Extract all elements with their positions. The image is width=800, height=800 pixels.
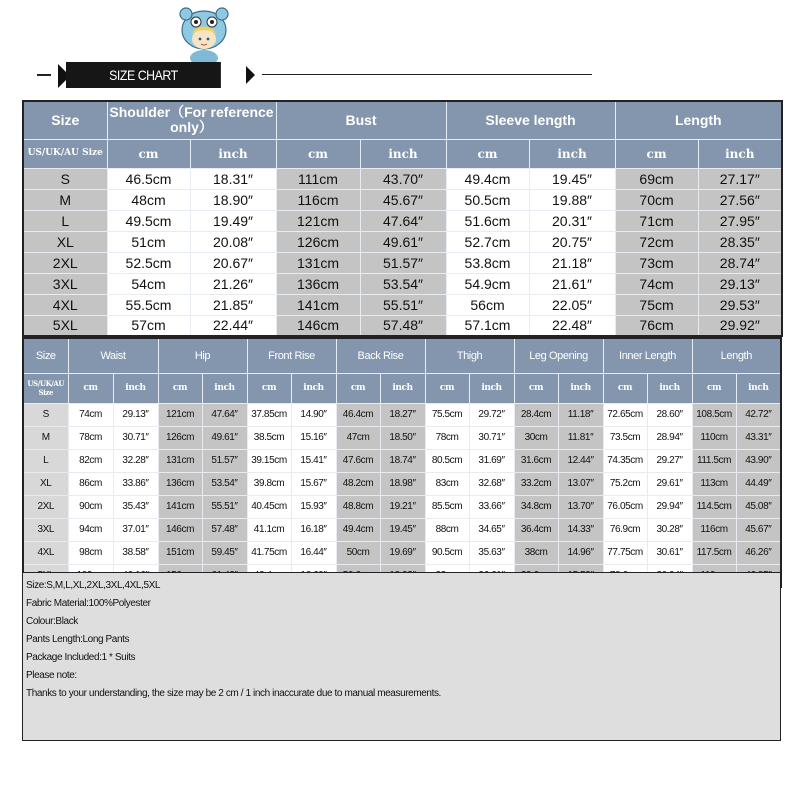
top-value-cell: 54cm: [107, 273, 190, 294]
bottom-value-cell: 15.67″: [291, 472, 336, 495]
bottom-value-cell: 29.72″: [469, 403, 514, 426]
top-unit-header: inch: [529, 139, 615, 168]
bottom-value-cell: 86cm: [68, 472, 113, 495]
bottom-value-cell: 37.01″: [113, 518, 158, 541]
bottom-value-cell: 30.61″: [647, 541, 692, 564]
bottom-value-cell: 53.54″: [202, 472, 247, 495]
bottom-size-cell: M: [23, 426, 68, 449]
top-value-cell: 18.90″: [190, 189, 276, 210]
top-value-cell: 27.95″: [698, 210, 782, 231]
bottom-unit-header: cm: [336, 373, 380, 403]
bottom-value-cell: 75.5cm: [425, 403, 469, 426]
top-value-cell: 29.53″: [698, 294, 782, 315]
top-table-row: [23, 189, 782, 210]
top-value-cell: 22.05″: [529, 294, 615, 315]
top-table-row: [23, 210, 782, 231]
top-value-cell: 53.8cm: [446, 252, 529, 273]
bottom-value-cell: 30.28″: [647, 518, 692, 541]
top-value-cell: 19.45″: [529, 168, 615, 189]
bottom-unit-header: cm: [68, 373, 113, 403]
bottom-value-cell: 51.57″: [202, 449, 247, 472]
top-size-cell: M: [23, 189, 107, 210]
top-value-cell: 76cm: [615, 315, 698, 336]
bottom-value-cell: 31.6cm: [514, 449, 558, 472]
bottom-value-cell: 32.68″: [469, 472, 514, 495]
bottom-value-cell: 43.31″: [736, 426, 781, 449]
bottom-value-cell: 15.93″: [291, 495, 336, 518]
bottom-table-row: [23, 472, 781, 495]
bottom-value-cell: 88cm: [425, 518, 469, 541]
top-table-row: [23, 294, 782, 315]
bottom-value-cell: 98cm: [68, 541, 113, 564]
bottom-value-cell: 57.48″: [202, 518, 247, 541]
bottom-group-header: Leg Opening: [514, 338, 603, 373]
top-group-header: Bust: [276, 101, 446, 139]
bottom-value-cell: 37.85cm: [247, 403, 291, 426]
bottom-value-cell: 29.61″: [647, 472, 692, 495]
top-value-cell: 27.56″: [698, 189, 782, 210]
bottom-value-cell: 47cm: [336, 426, 380, 449]
top-unit-header: cm: [276, 139, 360, 168]
bottom-size-cell: L: [23, 449, 68, 472]
bottom-value-cell: 41.75cm: [247, 541, 291, 564]
top-value-cell: 146cm: [276, 315, 360, 336]
bottom-value-cell: 34.8cm: [514, 495, 558, 518]
size-chart-title: SIZE CHART: [66, 62, 221, 88]
top-value-cell: 21.18″: [529, 252, 615, 273]
top-value-cell: 111cm: [276, 168, 360, 189]
top-value-cell: 49.5cm: [107, 210, 190, 231]
bottom-size-cell: 2XL: [23, 495, 68, 518]
top-value-cell: 22.44″: [190, 315, 276, 336]
bottom-value-cell: 11.18″: [558, 403, 603, 426]
bottom-value-cell: 38.5cm: [247, 426, 291, 449]
top-value-cell: 21.85″: [190, 294, 276, 315]
top-value-cell: 21.26″: [190, 273, 276, 294]
top-value-cell: 51.57″: [360, 252, 446, 273]
bottom-value-cell: 47.6cm: [336, 449, 380, 472]
bottom-value-cell: 35.63″: [469, 541, 514, 564]
top-value-cell: 69cm: [615, 168, 698, 189]
bottom-size-cell: 4XL: [23, 541, 68, 564]
bottom-unit-header: inch: [736, 373, 781, 403]
bottom-unit-header: cm: [603, 373, 647, 403]
top-size-cell: 2XL: [23, 252, 107, 273]
top-value-cell: 73cm: [615, 252, 698, 273]
bottom-value-cell: 35.43″: [113, 495, 158, 518]
top-unit-header: cm: [615, 139, 698, 168]
top-size-header: Size: [23, 101, 107, 139]
bottom-group-header: Length: [692, 338, 781, 373]
top-unit-header: cm: [107, 139, 190, 168]
top-table-row: [23, 273, 782, 294]
bottom-value-cell: 33.66″: [469, 495, 514, 518]
bottom-value-cell: 14.90″: [291, 403, 336, 426]
bottom-value-cell: 13.70″: [558, 495, 603, 518]
note-colour: Colour:Black: [26, 616, 78, 627]
bottom-value-cell: 34.65″: [469, 518, 514, 541]
bottom-size-header: Size: [23, 338, 68, 373]
bottom-value-cell: 19.21″: [380, 495, 425, 518]
bottom-size-table: [22, 337, 782, 588]
bottom-table-row: [23, 518, 781, 541]
bottom-value-cell: 14.33″: [558, 518, 603, 541]
bottom-group-header: Waist: [68, 338, 158, 373]
top-table-row: [23, 252, 782, 273]
bottom-value-cell: 136cm: [158, 472, 202, 495]
bottom-size-cell: XL: [23, 472, 68, 495]
bottom-size-cell: 3XL: [23, 518, 68, 541]
top-value-cell: 51.6cm: [446, 210, 529, 231]
note-pants-length: Pants Length:Long Pants: [26, 634, 130, 645]
top-value-cell: 71cm: [615, 210, 698, 231]
bottom-value-cell: 90cm: [68, 495, 113, 518]
bottom-value-cell: 29.27″: [647, 449, 692, 472]
note-package: Package Included:1 * Suits: [26, 652, 136, 663]
top-group-header: Sleeve length: [446, 101, 615, 139]
top-value-cell: 29.13″: [698, 273, 782, 294]
top-value-cell: 19.49″: [190, 210, 276, 231]
bottom-size-label: US/UK/AU Size: [23, 373, 68, 403]
bottom-unit-header: cm: [514, 373, 558, 403]
bottom-value-cell: 82cm: [68, 449, 113, 472]
top-size-cell: 5XL: [23, 315, 107, 336]
top-value-cell: 28.74″: [698, 252, 782, 273]
bottom-value-cell: 44.49″: [736, 472, 781, 495]
note-please-note: Please note:: [26, 670, 77, 681]
bottom-value-cell: 36.4cm: [514, 518, 558, 541]
top-size-cell: 3XL: [23, 273, 107, 294]
product-notes: [22, 572, 781, 741]
bottom-size-cell: S: [23, 403, 68, 426]
bottom-value-cell: 114.5cm: [692, 495, 736, 518]
bottom-value-cell: 18.27″: [380, 403, 425, 426]
bottom-value-cell: 18.50″: [380, 426, 425, 449]
bottom-value-cell: 80.5cm: [425, 449, 469, 472]
top-value-cell: 55.51″: [360, 294, 446, 315]
bottom-value-cell: 18.98″: [380, 472, 425, 495]
top-value-cell: 20.75″: [529, 231, 615, 252]
top-value-cell: 57.1cm: [446, 315, 529, 336]
bottom-value-cell: 111.5cm: [692, 449, 736, 472]
bottom-table-row: [23, 403, 781, 426]
top-value-cell: 46.5cm: [107, 168, 190, 189]
bottom-value-cell: 40.45cm: [247, 495, 291, 518]
top-value-cell: 48cm: [107, 189, 190, 210]
bottom-value-cell: 74.35cm: [603, 449, 647, 472]
top-table-row: [23, 231, 782, 252]
top-value-cell: 49.4cm: [446, 168, 529, 189]
bottom-unit-header: inch: [202, 373, 247, 403]
bottom-group-header: Thigh: [425, 338, 514, 373]
bottom-value-cell: 13.07″: [558, 472, 603, 495]
top-value-cell: 131cm: [276, 252, 360, 273]
bottom-table-row: [23, 495, 781, 518]
bottom-unit-header: inch: [113, 373, 158, 403]
bottom-value-cell: 126cm: [158, 426, 202, 449]
top-value-cell: 20.67″: [190, 252, 276, 273]
bottom-group-header: Front Rise: [247, 338, 336, 373]
bottom-value-cell: 28.94″: [647, 426, 692, 449]
top-value-cell: 50.5cm: [446, 189, 529, 210]
bottom-value-cell: 38.58″: [113, 541, 158, 564]
bottom-value-cell: 77.75cm: [603, 541, 647, 564]
top-size-label: US/UK/AU Size: [23, 139, 107, 168]
bottom-value-cell: 48.2cm: [336, 472, 380, 495]
bottom-unit-header: cm: [692, 373, 736, 403]
bottom-value-cell: 29.94″: [647, 495, 692, 518]
top-value-cell: 52.7cm: [446, 231, 529, 252]
top-value-cell: 136cm: [276, 273, 360, 294]
top-unit-header: cm: [446, 139, 529, 168]
top-group-header: Shoulder（For reference only）: [107, 101, 276, 139]
bottom-value-cell: 39.8cm: [247, 472, 291, 495]
bottom-value-cell: 28.4cm: [514, 403, 558, 426]
top-value-cell: 126cm: [276, 231, 360, 252]
bottom-value-cell: 75.2cm: [603, 472, 647, 495]
bottom-value-cell: 30.71″: [113, 426, 158, 449]
note-measurement-disclaimer: Thanks to your understanding, the size may be 2 cm / 1 inch inaccurate due to manual measurements.: [26, 688, 441, 699]
top-value-cell: 19.88″: [529, 189, 615, 210]
bottom-value-cell: 85.5cm: [425, 495, 469, 518]
top-size-cell: 4XL: [23, 294, 107, 315]
bottom-value-cell: 49.61″: [202, 426, 247, 449]
bottom-value-cell: 46.26″: [736, 541, 781, 564]
top-value-cell: 75cm: [615, 294, 698, 315]
top-value-cell: 51cm: [107, 231, 190, 252]
bottom-table-row: [23, 541, 781, 564]
bottom-value-cell: 108.5cm: [692, 403, 736, 426]
bottom-value-cell: 45.67″: [736, 518, 781, 541]
bottom-value-cell: 76.9cm: [603, 518, 647, 541]
top-value-cell: 74cm: [615, 273, 698, 294]
bottom-value-cell: 83cm: [425, 472, 469, 495]
bottom-value-cell: 30.71″: [469, 426, 514, 449]
top-unit-header: inch: [360, 139, 446, 168]
bottom-value-cell: 48.8cm: [336, 495, 380, 518]
top-size-cell: L: [23, 210, 107, 231]
top-value-cell: 43.70″: [360, 168, 446, 189]
bottom-value-cell: 116cm: [692, 518, 736, 541]
top-value-cell: 27.17″: [698, 168, 782, 189]
top-value-cell: 29.92″: [698, 315, 782, 336]
bottom-value-cell: 32.28″: [113, 449, 158, 472]
top-value-cell: 54.9cm: [446, 273, 529, 294]
bottom-value-cell: 117.5cm: [692, 541, 736, 564]
bottom-value-cell: 55.51″: [202, 495, 247, 518]
top-size-cell: S: [23, 168, 107, 189]
bottom-unit-header: inch: [291, 373, 336, 403]
bottom-unit-header: cm: [158, 373, 202, 403]
bottom-value-cell: 16.18″: [291, 518, 336, 541]
bottom-value-cell: 90.5cm: [425, 541, 469, 564]
bottom-value-cell: 113cm: [692, 472, 736, 495]
bottom-value-cell: 42.72″: [736, 403, 781, 426]
top-value-cell: 57cm: [107, 315, 190, 336]
top-size-table: [22, 100, 783, 337]
bottom-value-cell: 11.81″: [558, 426, 603, 449]
top-value-cell: 20.08″: [190, 231, 276, 252]
top-value-cell: 70cm: [615, 189, 698, 210]
bottom-value-cell: 151cm: [158, 541, 202, 564]
header-right-wedge: [246, 66, 255, 84]
bottom-unit-header: cm: [425, 373, 469, 403]
bottom-value-cell: 19.45″: [380, 518, 425, 541]
top-value-cell: 56cm: [446, 294, 529, 315]
bottom-unit-header: inch: [558, 373, 603, 403]
bottom-value-cell: 47.64″: [202, 403, 247, 426]
header-dash: [37, 74, 51, 76]
bottom-group-header: Back Rise: [336, 338, 425, 373]
bottom-value-cell: 30cm: [514, 426, 558, 449]
cartoon-mascot-icon: [176, 6, 232, 66]
bottom-value-cell: 110cm: [692, 426, 736, 449]
bottom-value-cell: 141cm: [158, 495, 202, 518]
top-unit-header: inch: [698, 139, 782, 168]
bottom-value-cell: 94cm: [68, 518, 113, 541]
top-value-cell: 55.5cm: [107, 294, 190, 315]
top-value-cell: 52.5cm: [107, 252, 190, 273]
bottom-value-cell: 146cm: [158, 518, 202, 541]
top-value-cell: 121cm: [276, 210, 360, 231]
top-value-cell: 20.31″: [529, 210, 615, 231]
top-value-cell: 53.54″: [360, 273, 446, 294]
top-group-header: Length: [615, 101, 782, 139]
bottom-value-cell: 73.5cm: [603, 426, 647, 449]
bottom-value-cell: 41.1cm: [247, 518, 291, 541]
bottom-value-cell: 45.08″: [736, 495, 781, 518]
bottom-value-cell: 50cm: [336, 541, 380, 564]
top-table-row: [23, 315, 782, 336]
bottom-value-cell: 14.96″: [558, 541, 603, 564]
bottom-value-cell: 38cm: [514, 541, 558, 564]
top-value-cell: 45.67″: [360, 189, 446, 210]
top-value-cell: 18.31″: [190, 168, 276, 189]
bottom-value-cell: 76.05cm: [603, 495, 647, 518]
top-size-cell: XL: [23, 231, 107, 252]
bottom-value-cell: 59.45″: [202, 541, 247, 564]
bottom-value-cell: 121cm: [158, 403, 202, 426]
bottom-unit-header: cm: [247, 373, 291, 403]
bottom-value-cell: 15.41″: [291, 449, 336, 472]
top-value-cell: 141cm: [276, 294, 360, 315]
bottom-unit-header: inch: [469, 373, 514, 403]
top-value-cell: 116cm: [276, 189, 360, 210]
top-value-cell: 72cm: [615, 231, 698, 252]
bottom-value-cell: 74cm: [68, 403, 113, 426]
bottom-group-header: Inner Length: [603, 338, 692, 373]
bottom-table-row: [23, 449, 781, 472]
note-fabric: Fabric Material:100%Polyester: [26, 598, 151, 609]
bottom-value-cell: 78cm: [68, 426, 113, 449]
bottom-value-cell: 131cm: [158, 449, 202, 472]
bottom-value-cell: 72.65cm: [603, 403, 647, 426]
bottom-unit-header: inch: [647, 373, 692, 403]
note-sizes: Size:S,M,L,XL,2XL,3XL,4XL,5XL: [26, 580, 161, 591]
bottom-value-cell: 33.2cm: [514, 472, 558, 495]
bottom-value-cell: 33.86″: [113, 472, 158, 495]
top-value-cell: 21.61″: [529, 273, 615, 294]
top-value-cell: 47.64″: [360, 210, 446, 231]
top-table-row: [23, 168, 782, 189]
bottom-value-cell: 28.60″: [647, 403, 692, 426]
top-unit-header: inch: [190, 139, 276, 168]
top-value-cell: 49.61″: [360, 231, 446, 252]
bottom-value-cell: 12.44″: [558, 449, 603, 472]
bottom-value-cell: 29.13″: [113, 403, 158, 426]
top-value-cell: 22.48″: [529, 315, 615, 336]
top-value-cell: 57.48″: [360, 315, 446, 336]
bottom-value-cell: 18.74″: [380, 449, 425, 472]
header-rule: [262, 74, 592, 75]
bottom-group-header: Hip: [158, 338, 247, 373]
bottom-value-cell: 78cm: [425, 426, 469, 449]
bottom-table-row: [23, 426, 781, 449]
bottom-value-cell: 19.69″: [380, 541, 425, 564]
bottom-value-cell: 16.44″: [291, 541, 336, 564]
bottom-value-cell: 43.90″: [736, 449, 781, 472]
bottom-unit-header: inch: [380, 373, 425, 403]
bottom-value-cell: 31.69″: [469, 449, 514, 472]
bottom-value-cell: 46.4cm: [336, 403, 380, 426]
top-value-cell: 28.35″: [698, 231, 782, 252]
bottom-value-cell: 49.4cm: [336, 518, 380, 541]
bottom-value-cell: 39.15cm: [247, 449, 291, 472]
bottom-value-cell: 15.16″: [291, 426, 336, 449]
